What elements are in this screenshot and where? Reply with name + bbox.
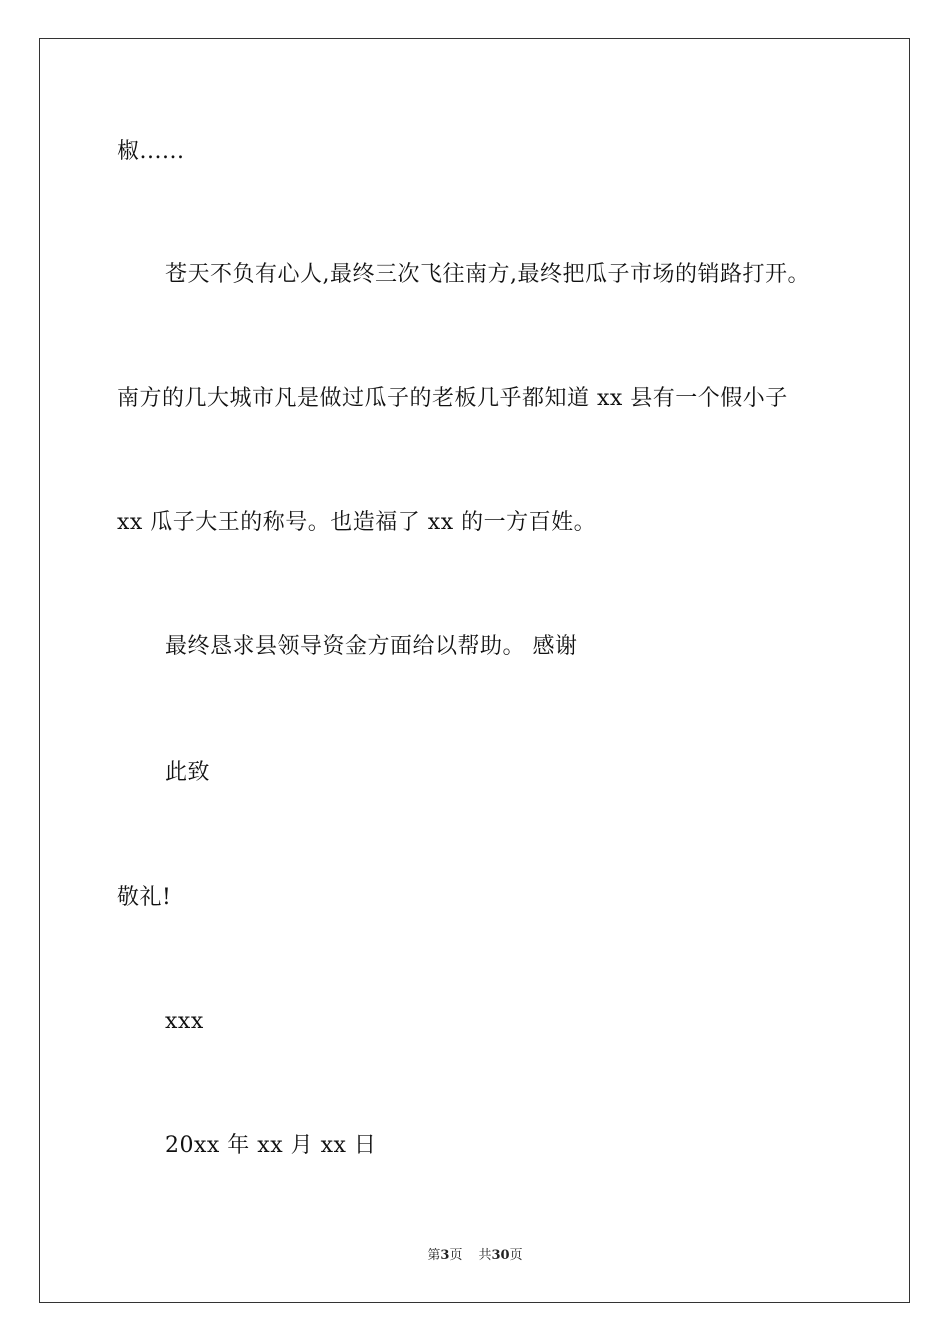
page-number-suffix: 页 — [449, 1248, 463, 1263]
paragraph-line: 苍天不负有心人,最终三次飞往南方,最终把瓜子市场的销路打开。 — [165, 262, 810, 287]
page-footer — [0, 1247, 950, 1265]
closing-salutation: 此致 — [165, 760, 211, 785]
signature-date: 20xx 年 xx 月 xx 日 — [165, 1133, 377, 1158]
page-number-prefix: 第 — [427, 1248, 441, 1263]
closing-regards: 敬礼! — [117, 885, 172, 910]
page-border — [39, 38, 910, 1303]
paragraph-line: 南方的几大城市凡是做过瓜子的老板几乎都知道 xx 县有一个假小子 — [117, 386, 788, 411]
paragraph-line: xx 瓜子大王的称号。也造福了 xx 的一方百姓。 — [117, 510, 597, 535]
page-number-total: 30 — [491, 1248, 510, 1263]
paragraph-line: 椒...... — [117, 139, 185, 164]
paragraph-line: 最终恳求县领导资金方面给以帮助。 感谢 — [165, 634, 578, 659]
signature-name: xxx — [165, 1009, 204, 1034]
page-number-current: 3 — [440, 1248, 450, 1263]
page-total-suffix: 页 — [509, 1248, 523, 1263]
page-total-prefix: 共 — [478, 1248, 492, 1263]
